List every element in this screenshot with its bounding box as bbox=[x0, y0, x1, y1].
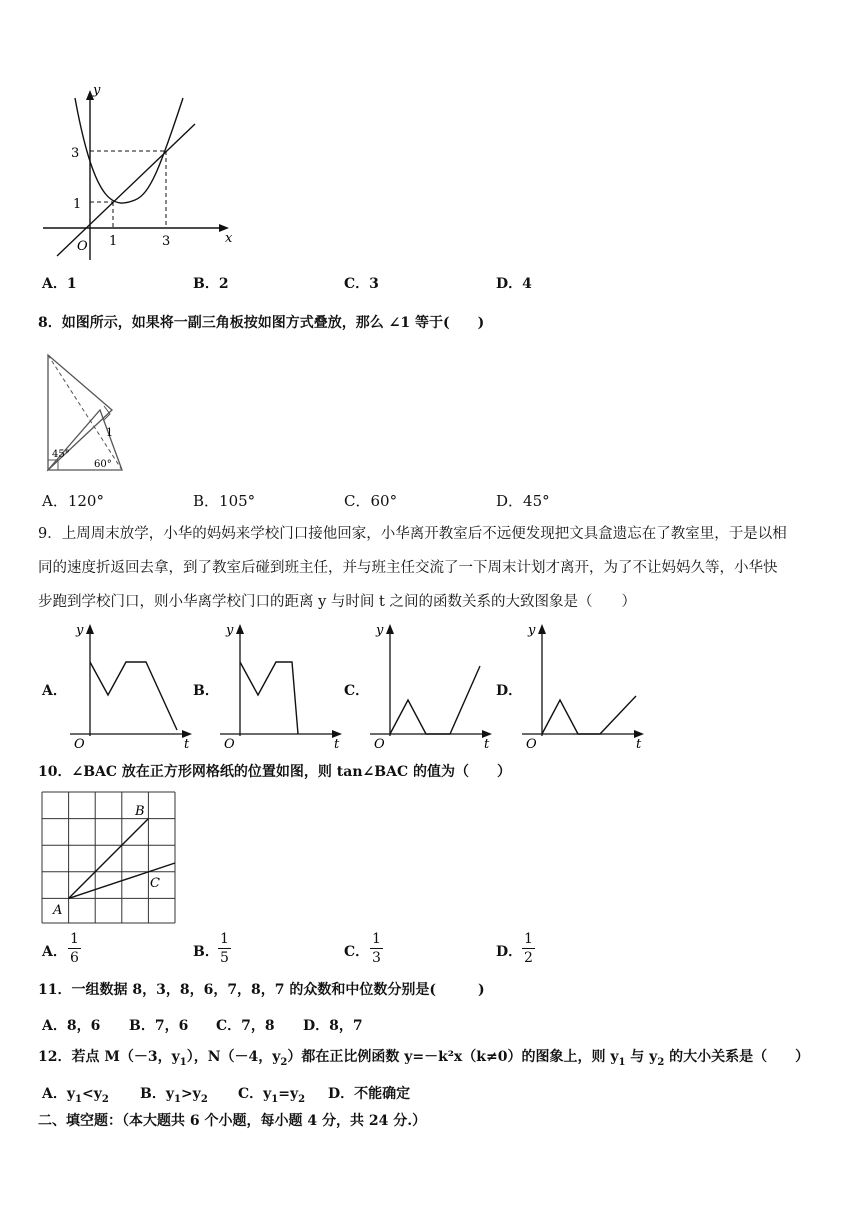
q7-option-d[interactable]: D．4 bbox=[496, 276, 532, 292]
q10-grid-figure bbox=[40, 790, 180, 925]
q12-option-a-sub1: 1 bbox=[75, 1093, 82, 1105]
q10-option-c-den: 3 bbox=[372, 950, 381, 966]
q9-graph-d[interactable] bbox=[514, 618, 649, 752]
q9b-y-arrow bbox=[236, 624, 244, 634]
q10-option-c-label[interactable]: C． bbox=[344, 944, 370, 960]
q12-option-c-text: C．y bbox=[238, 1086, 272, 1102]
q12-option-a[interactable] bbox=[42, 1083, 109, 1105]
q9b-label-origin: O bbox=[224, 737, 235, 752]
q7-graph bbox=[35, 78, 245, 264]
q10-option-b-den: 5 bbox=[220, 950, 229, 966]
q11-option-a[interactable]: A．8，6 bbox=[42, 1018, 101, 1034]
q8-triangles-figure bbox=[40, 350, 130, 478]
q9c-label-origin: O bbox=[374, 737, 385, 752]
q9-stem-line-3: 步跑到学校门口，则小华离学校门口的距离 y 与时间 t 之间的函数关系的大致图象是（ ） bbox=[38, 594, 636, 610]
q12-option-c[interactable] bbox=[238, 1083, 305, 1105]
q8-angle-1: 1 bbox=[106, 426, 113, 439]
q7-label-x: x bbox=[225, 231, 233, 246]
q7-option-a[interactable]: A．1 bbox=[42, 276, 77, 292]
q7-option-c[interactable]: C．3 bbox=[344, 276, 379, 292]
q7-label-y: y bbox=[93, 83, 101, 98]
q10-option-b-label[interactable]: B． bbox=[193, 944, 219, 960]
q12-stem bbox=[38, 1047, 809, 1073]
q9a-label-t: t bbox=[184, 737, 190, 752]
q10-option-d-den: 2 bbox=[524, 950, 533, 966]
q12-option-c-op: =y bbox=[278, 1086, 299, 1102]
q7-option-b[interactable]: B．2 bbox=[193, 276, 229, 292]
q9a-y-arrow bbox=[86, 624, 94, 634]
q12-option-b-op: >y bbox=[180, 1086, 201, 1102]
q10-ray-ab bbox=[69, 819, 149, 899]
q12-stem-mid3: 与 y bbox=[625, 1049, 658, 1065]
q12-option-b-sub2: 2 bbox=[200, 1093, 208, 1105]
q10-stem: 10．∠BAC 放在正方形网格纸的位置如图，则 tan∠BAC 的值为（ ） bbox=[38, 764, 511, 780]
q9c-label-t: t bbox=[484, 737, 490, 752]
q9-stem-line-2: 同的速度折返回去拿，到了教室后碰到班主任，并与班主任交流了一下周末计划才离开，为了不让妈妈久等，小华快 bbox=[38, 560, 778, 576]
q10-option-a-label[interactable]: A． bbox=[42, 944, 67, 960]
q7-label-origin: O bbox=[77, 239, 88, 254]
q10-option-d-label[interactable]: D． bbox=[496, 944, 523, 960]
q12-stem-sub2: 2 bbox=[280, 1056, 288, 1068]
q10-point-b: B bbox=[135, 804, 145, 819]
q9b-label-t: t bbox=[334, 737, 340, 752]
q11-option-b[interactable]: B．7，6 bbox=[129, 1018, 189, 1034]
q12-option-b-text: B．y bbox=[140, 1086, 174, 1102]
q10-option-a-den: 6 bbox=[70, 950, 79, 966]
q9d-curve bbox=[542, 696, 636, 734]
q7-label-x1: 1 bbox=[109, 234, 118, 249]
q8-stem: 8．如图所示，如果将一副三角板按如图方式叠放，那么 ∠1 等于( ) bbox=[38, 315, 485, 331]
q9-option-d-label[interactable]: D． bbox=[496, 683, 523, 699]
q10-option-b-fraction[interactable] bbox=[218, 930, 231, 967]
q8-option-c[interactable]: C．60° bbox=[344, 492, 398, 510]
q8-angle-45: 45° bbox=[52, 449, 70, 460]
q12-stem-post: 的大小关系是（ ） bbox=[664, 1049, 810, 1065]
section-2-heading: 二、填空题：（本大题共 6 个小题，每小题 4 分，共 24 分.） bbox=[38, 1113, 427, 1129]
q12-option-b-sub1: 1 bbox=[173, 1093, 181, 1105]
q9a-curve bbox=[90, 662, 177, 730]
q12-stem-sub2b: 2 bbox=[657, 1056, 665, 1068]
q9-option-a-label[interactable]: A． bbox=[42, 683, 67, 699]
q10-option-d-fraction[interactable] bbox=[522, 930, 535, 967]
q8-option-b[interactable]: B．105° bbox=[193, 492, 256, 510]
q12-option-b[interactable] bbox=[140, 1083, 208, 1105]
q9c-curve bbox=[390, 666, 480, 734]
q9c-label-y: y bbox=[376, 623, 384, 638]
q10-option-a-num: 1 bbox=[70, 931, 79, 947]
q10-option-c-fraction[interactable] bbox=[370, 930, 383, 967]
q11-option-c[interactable]: C．7，8 bbox=[216, 1018, 275, 1034]
q12-option-d[interactable]: D．不能确定 bbox=[328, 1086, 411, 1102]
q9-graph-b[interactable] bbox=[212, 618, 347, 752]
q9d-label-y: y bbox=[528, 623, 536, 638]
q12-stem-mid1: ），N（－4，y bbox=[186, 1049, 281, 1065]
q11-option-d[interactable]: D．8，7 bbox=[303, 1018, 363, 1034]
q8-angle-60: 60° bbox=[94, 459, 112, 470]
q9d-y-arrow bbox=[538, 624, 546, 634]
q12-stem-sub1: 1 bbox=[179, 1056, 187, 1068]
q9d-label-t: t bbox=[636, 737, 642, 752]
q12-stem-mid2: ）都在正比例函数 y=－k²x（k≠0）的图象上，则 y bbox=[287, 1049, 619, 1065]
q12-stem-pre: 12．若点 M（－3，y bbox=[38, 1049, 180, 1065]
q10-option-a-fraction[interactable] bbox=[68, 930, 81, 967]
q9a-label-origin: O bbox=[74, 737, 85, 752]
q7-line bbox=[57, 124, 195, 256]
q7-label-y1: 1 bbox=[73, 197, 82, 212]
q9b-curve bbox=[240, 662, 298, 734]
q10-option-b-num: 1 bbox=[220, 931, 229, 947]
q10-option-c-num: 1 bbox=[372, 931, 381, 947]
q9c-y-arrow bbox=[386, 624, 394, 634]
q10-option-d-num: 1 bbox=[524, 931, 533, 947]
q12-option-c-sub1: 1 bbox=[271, 1093, 279, 1105]
q9-graph-c[interactable] bbox=[362, 618, 497, 752]
q9-option-b-label[interactable]: B． bbox=[193, 683, 219, 699]
q9a-label-y: y bbox=[76, 623, 84, 638]
q9-graph-a[interactable] bbox=[62, 618, 197, 752]
q10-point-c: C bbox=[150, 876, 160, 891]
q11-stem: 11．一组数据 8，3，8，6，7，8，7 的众数和中位数分别是( ) bbox=[38, 982, 485, 998]
q7-label-y3: 3 bbox=[71, 146, 80, 161]
q12-option-c-sub2: 2 bbox=[298, 1093, 306, 1105]
q10-point-a: A bbox=[53, 903, 63, 918]
q9b-label-y: y bbox=[226, 623, 234, 638]
q8-option-a[interactable]: A．120° bbox=[42, 492, 104, 510]
q9d-label-origin: O bbox=[526, 737, 537, 752]
q9-stem-line-1: 9．上周周末放学，小华的妈妈来学校门口接他回家，小华离开教室后不远便发现把文具盒遗忘在了教室里，于是以相 bbox=[38, 526, 787, 542]
q12-stem-sub1b: 1 bbox=[618, 1056, 626, 1068]
q12-option-a-text: A．y bbox=[42, 1086, 75, 1102]
q12-option-a-op: <y bbox=[81, 1086, 102, 1102]
q12-option-a-sub2: 2 bbox=[101, 1093, 109, 1105]
q8-option-d[interactable]: D．45° bbox=[496, 492, 550, 510]
q9-option-c-label[interactable]: C． bbox=[344, 683, 370, 699]
q7-label-x3: 3 bbox=[162, 234, 171, 249]
